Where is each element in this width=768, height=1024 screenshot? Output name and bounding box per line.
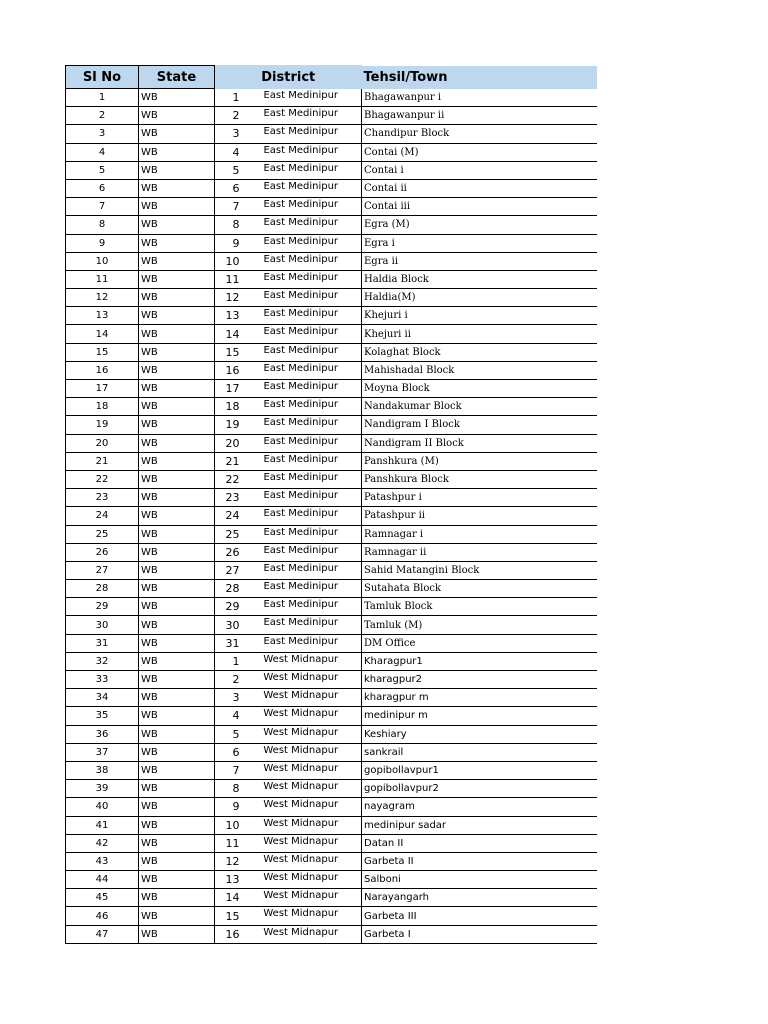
state-cell[interactable]: WB: [139, 434, 215, 452]
table-row: [66, 89, 597, 107]
district-cell[interactable]: West Midnapur: [241, 761, 362, 779]
table-row: [66, 689, 597, 707]
district-number-cell[interactable]: 12: [215, 289, 241, 307]
tehsil-town-cell[interactable]: Salboni: [362, 871, 597, 889]
state-cell[interactable]: WB: [139, 398, 215, 416]
state-cell[interactable]: WB: [139, 889, 215, 907]
table-row: [66, 361, 597, 379]
table-row: [66, 452, 597, 470]
state-cell[interactable]: WB: [139, 689, 215, 707]
district-cell[interactable]: West Midnapur: [241, 871, 362, 889]
district-cell[interactable]: East Medinipur: [241, 489, 362, 507]
table-row: [66, 489, 597, 507]
tehsil-town-cell[interactable]: Narayangarh: [362, 889, 597, 907]
district-number-cell[interactable]: 21: [215, 452, 241, 470]
sl-no-cell[interactable]: 8: [66, 216, 139, 234]
tehsil-town-cell[interactable]: Garbeta I: [362, 925, 597, 943]
district-table: [65, 65, 597, 944]
tehsil-town-cell[interactable]: Egra i: [362, 234, 597, 252]
sl-no-cell[interactable]: 32: [66, 652, 139, 670]
state-cell[interactable]: WB: [139, 489, 215, 507]
district-cell[interactable]: East Medinipur: [241, 634, 362, 652]
district-cell[interactable]: West Midnapur: [241, 834, 362, 852]
table-row: [66, 871, 597, 889]
district-number-cell[interactable]: 24: [215, 507, 241, 525]
tehsil-town-cell[interactable]: Nandakumar Block: [362, 398, 597, 416]
state-cell[interactable]: WB: [139, 216, 215, 234]
state-cell[interactable]: WB: [139, 816, 215, 834]
sl-no-cell[interactable]: 27: [66, 561, 139, 579]
district-number-cell[interactable]: 19: [215, 416, 241, 434]
sl-no-cell[interactable]: 43: [66, 852, 139, 870]
district-number-cell[interactable]: 26: [215, 543, 241, 561]
district-number-cell[interactable]: 2: [215, 107, 241, 125]
district-number-cell[interactable]: 11: [215, 834, 241, 852]
tehsil-town-cell[interactable]: Ramnagar ii: [362, 543, 597, 561]
sl-no-cell[interactable]: 21: [66, 452, 139, 470]
sl-no-cell[interactable]: 20: [66, 434, 139, 452]
sl-no-cell[interactable]: 44: [66, 871, 139, 889]
district-number-cell[interactable]: 23: [215, 489, 241, 507]
table-row: [66, 107, 597, 125]
table-row: [66, 179, 597, 197]
tehsil-town-cell[interactable]: Egra (M): [362, 216, 597, 234]
sl-no-cell[interactable]: 22: [66, 470, 139, 488]
sl-no-cell[interactable]: 37: [66, 743, 139, 761]
district-cell[interactable]: West Midnapur: [241, 743, 362, 761]
district-number-cell[interactable]: 14: [215, 889, 241, 907]
district-number-cell[interactable]: 27: [215, 561, 241, 579]
tehsil-town-cell[interactable]: Kharagpur1: [362, 652, 597, 670]
district-number-cell[interactable]: 13: [215, 307, 241, 325]
table-row: [66, 325, 597, 343]
district-cell[interactable]: East Medinipur: [241, 434, 362, 452]
table-row: [66, 143, 597, 161]
table-row: [66, 307, 597, 325]
district-number-cell[interactable]: 10: [215, 816, 241, 834]
sl-no-cell[interactable]: 12: [66, 289, 139, 307]
district-number-cell[interactable]: 10: [215, 252, 241, 270]
district-cell[interactable]: East Medinipur: [241, 452, 362, 470]
district-number-cell[interactable]: 5: [215, 725, 241, 743]
table-row: [66, 761, 597, 779]
sl-no-cell[interactable]: 40: [66, 798, 139, 816]
sl-no-cell[interactable]: 2: [66, 107, 139, 125]
tehsil-town-cell[interactable]: Egra ii: [362, 252, 597, 270]
sl-no-cell[interactable]: 46: [66, 907, 139, 925]
district-number-cell[interactable]: 4: [215, 143, 241, 161]
tehsil-town-cell[interactable]: Garbeta II: [362, 852, 597, 870]
district-cell[interactable]: West Midnapur: [241, 852, 362, 870]
sl-no-cell[interactable]: 13: [66, 307, 139, 325]
district-cell[interactable]: East Medinipur: [241, 416, 362, 434]
tehsil-town-cell[interactable]: Chandipur Block: [362, 125, 597, 143]
header-district[interactable]: District: [215, 66, 362, 89]
tehsil-town-cell[interactable]: Datan II: [362, 834, 597, 852]
state-cell[interactable]: WB: [139, 671, 215, 689]
district-number-cell[interactable]: 14: [215, 325, 241, 343]
table-row: [66, 416, 597, 434]
district-number-cell[interactable]: 30: [215, 616, 241, 634]
district-number-cell[interactable]: 12: [215, 852, 241, 870]
district-number-cell[interactable]: 2: [215, 671, 241, 689]
table-row: [66, 725, 597, 743]
district-cell[interactable]: East Medinipur: [241, 89, 362, 107]
district-cell[interactable]: West Midnapur: [241, 798, 362, 816]
header-state[interactable]: State: [139, 66, 215, 89]
tehsil-town-cell[interactable]: Patashpur i: [362, 489, 597, 507]
sl-no-cell[interactable]: 36: [66, 725, 139, 743]
sl-no-cell[interactable]: 33: [66, 671, 139, 689]
table-row: [66, 252, 597, 270]
table-row: [66, 216, 597, 234]
district-number-cell[interactable]: 13: [215, 871, 241, 889]
tehsil-town-cell[interactable]: Nandigram I Block: [362, 416, 597, 434]
table-row: [66, 671, 597, 689]
sl-no-cell[interactable]: 10: [66, 252, 139, 270]
district-cell[interactable]: East Medinipur: [241, 270, 362, 288]
table-row: [66, 289, 597, 307]
sl-no-cell[interactable]: 7: [66, 198, 139, 216]
table-row: [66, 434, 597, 452]
tehsil-town-cell[interactable]: Mahishadal Block: [362, 361, 597, 379]
sl-no-cell[interactable]: 19: [66, 416, 139, 434]
table-row: [66, 343, 597, 361]
state-cell[interactable]: WB: [139, 198, 215, 216]
sl-no-cell[interactable]: 39: [66, 780, 139, 798]
sl-no-cell[interactable]: 42: [66, 834, 139, 852]
district-cell[interactable]: East Medinipur: [241, 307, 362, 325]
sl-no-cell[interactable]: 23: [66, 489, 139, 507]
district-number-cell[interactable]: 3: [215, 125, 241, 143]
tehsil-town-cell[interactable]: Garbeta III: [362, 907, 597, 925]
district-number-cell[interactable]: 1: [215, 652, 241, 670]
state-cell[interactable]: WB: [139, 761, 215, 779]
district-cell[interactable]: East Medinipur: [241, 616, 362, 634]
table-row: [66, 270, 597, 288]
state-cell[interactable]: WB: [139, 543, 215, 561]
district-cell[interactable]: East Medinipur: [241, 398, 362, 416]
district-number-cell[interactable]: 8: [215, 780, 241, 798]
table-row: [66, 561, 597, 579]
tehsil-town-cell[interactable]: Moyna Block: [362, 380, 597, 398]
state-cell[interactable]: WB: [139, 616, 215, 634]
tehsil-town-cell[interactable]: Contai i: [362, 161, 597, 179]
tehsil-town-cell[interactable]: kharagpur2: [362, 671, 597, 689]
state-cell[interactable]: WB: [139, 725, 215, 743]
sl-no-cell[interactable]: 34: [66, 689, 139, 707]
state-cell[interactable]: WB: [139, 325, 215, 343]
header-sl-no[interactable]: Sl No: [66, 66, 139, 89]
district-number-cell[interactable]: 16: [215, 925, 241, 943]
state-cell[interactable]: WB: [139, 834, 215, 852]
table-row: [66, 598, 597, 616]
table-row: [66, 234, 597, 252]
state-cell[interactable]: WB: [139, 798, 215, 816]
district-cell[interactable]: West Midnapur: [241, 907, 362, 925]
district-number-cell[interactable]: 6: [215, 743, 241, 761]
table-row: [66, 398, 597, 416]
tehsil-town-cell[interactable]: Khejuri i: [362, 307, 597, 325]
district-number-cell[interactable]: 1: [215, 89, 241, 107]
table-row: [66, 616, 597, 634]
tehsil-town-cell[interactable]: Nandigram II Block: [362, 434, 597, 452]
state-cell[interactable]: WB: [139, 652, 215, 670]
sl-no-cell[interactable]: 24: [66, 507, 139, 525]
tehsil-town-cell[interactable]: nayagram: [362, 798, 597, 816]
district-cell[interactable]: East Medinipur: [241, 361, 362, 379]
district-number-cell[interactable]: 8: [215, 216, 241, 234]
tehsil-town-cell[interactable]: Contai iii: [362, 198, 597, 216]
table-row: [66, 161, 597, 179]
table-row: [66, 780, 597, 798]
sl-no-cell[interactable]: 6: [66, 179, 139, 197]
district-number-cell[interactable]: 9: [215, 798, 241, 816]
tehsil-town-cell[interactable]: Haldia(M): [362, 289, 597, 307]
sl-no-cell[interactable]: 16: [66, 361, 139, 379]
state-cell[interactable]: WB: [139, 416, 215, 434]
tehsil-town-cell[interactable]: gopibollavpur2: [362, 780, 597, 798]
district-number-cell[interactable]: 29: [215, 598, 241, 616]
table-row: [66, 925, 597, 943]
table-row: [66, 907, 597, 925]
sl-no-cell[interactable]: 26: [66, 543, 139, 561]
tehsil-town-cell[interactable]: Tamluk (M): [362, 616, 597, 634]
district-number-cell[interactable]: 17: [215, 380, 241, 398]
sl-no-cell[interactable]: 45: [66, 889, 139, 907]
sl-no-cell[interactable]: 30: [66, 616, 139, 634]
table-row: [66, 889, 597, 907]
district-cell[interactable]: East Medinipur: [241, 561, 362, 579]
tehsil-town-cell[interactable]: Bhagawanpur ii: [362, 107, 597, 125]
district-cell[interactable]: East Medinipur: [241, 107, 362, 125]
state-cell[interactable]: WB: [139, 871, 215, 889]
table-row: [66, 125, 597, 143]
district-number-cell[interactable]: 11: [215, 270, 241, 288]
state-cell[interactable]: WB: [139, 907, 215, 925]
table-row: [66, 634, 597, 652]
state-cell[interactable]: WB: [139, 925, 215, 943]
sl-no-cell[interactable]: 25: [66, 525, 139, 543]
table-row: [66, 198, 597, 216]
state-cell[interactable]: WB: [139, 634, 215, 652]
sl-no-cell[interactable]: 17: [66, 380, 139, 398]
tehsil-town-cell[interactable]: Bhagawanpur i: [362, 89, 597, 107]
sl-no-cell[interactable]: 31: [66, 634, 139, 652]
tehsil-town-cell[interactable]: Haldia Block: [362, 270, 597, 288]
sl-no-cell[interactable]: 47: [66, 925, 139, 943]
district-cell[interactable]: West Midnapur: [241, 671, 362, 689]
sl-no-cell[interactable]: 18: [66, 398, 139, 416]
header-row: [66, 66, 597, 89]
district-cell[interactable]: West Midnapur: [241, 725, 362, 743]
district-cell[interactable]: East Medinipur: [241, 216, 362, 234]
state-cell[interactable]: WB: [139, 380, 215, 398]
state-cell[interactable]: WB: [139, 107, 215, 125]
district-cell[interactable]: East Medinipur: [241, 470, 362, 488]
state-cell[interactable]: WB: [139, 143, 215, 161]
state-cell[interactable]: WB: [139, 343, 215, 361]
tehsil-town-cell[interactable]: Khejuri ii: [362, 325, 597, 343]
table-row: [66, 707, 597, 725]
district-cell[interactable]: East Medinipur: [241, 143, 362, 161]
table-row: [66, 834, 597, 852]
district-number-cell[interactable]: 16: [215, 361, 241, 379]
tehsil-town-cell[interactable]: Kolaghat Block: [362, 343, 597, 361]
state-cell[interactable]: WB: [139, 707, 215, 725]
state-cell[interactable]: WB: [139, 743, 215, 761]
table-row: [66, 852, 597, 870]
state-cell[interactable]: WB: [139, 307, 215, 325]
table-row: [66, 652, 597, 670]
tehsil-town-cell[interactable]: kharagpur m: [362, 689, 597, 707]
district-cell[interactable]: East Medinipur: [241, 543, 362, 561]
state-cell[interactable]: WB: [139, 470, 215, 488]
table-row: [66, 743, 597, 761]
district-number-cell[interactable]: 15: [215, 343, 241, 361]
table-body: [66, 89, 597, 944]
district-cell[interactable]: East Medinipur: [241, 252, 362, 270]
district-number-cell[interactable]: 31: [215, 634, 241, 652]
state-cell[interactable]: WB: [139, 179, 215, 197]
state-cell[interactable]: WB: [139, 289, 215, 307]
table-row: [66, 580, 597, 598]
table-row: [66, 507, 597, 525]
district-cell[interactable]: West Midnapur: [241, 707, 362, 725]
state-cell[interactable]: WB: [139, 252, 215, 270]
tehsil-town-cell[interactable]: Sahid Matangini Block: [362, 561, 597, 579]
state-cell[interactable]: WB: [139, 780, 215, 798]
district-number-cell[interactable]: 28: [215, 580, 241, 598]
tehsil-town-cell[interactable]: medinipur sadar: [362, 816, 597, 834]
tehsil-town-cell[interactable]: Sutahata Block: [362, 580, 597, 598]
district-number-cell[interactable]: 20: [215, 434, 241, 452]
state-cell[interactable]: WB: [139, 452, 215, 470]
sl-no-cell[interactable]: 4: [66, 143, 139, 161]
state-cell[interactable]: WB: [139, 125, 215, 143]
district-cell[interactable]: East Medinipur: [241, 198, 362, 216]
district-cell[interactable]: East Medinipur: [241, 234, 362, 252]
district-cell[interactable]: East Medinipur: [241, 125, 362, 143]
state-cell[interactable]: WB: [139, 507, 215, 525]
sl-no-cell[interactable]: 38: [66, 761, 139, 779]
state-cell[interactable]: WB: [139, 852, 215, 870]
district-cell[interactable]: East Medinipur: [241, 598, 362, 616]
district-number-cell[interactable]: 7: [215, 198, 241, 216]
district-number-cell[interactable]: 15: [215, 907, 241, 925]
table-row: [66, 470, 597, 488]
tehsil-town-cell[interactable]: Panshkura (M): [362, 452, 597, 470]
sl-no-cell[interactable]: 9: [66, 234, 139, 252]
state-cell[interactable]: WB: [139, 525, 215, 543]
tehsil-town-cell[interactable]: gopibollavpur1: [362, 761, 597, 779]
sl-no-cell[interactable]: 11: [66, 270, 139, 288]
state-cell[interactable]: WB: [139, 161, 215, 179]
sl-no-cell[interactable]: 15: [66, 343, 139, 361]
tehsil-town-cell[interactable]: Panshkura Block: [362, 470, 597, 488]
table-row: [66, 525, 597, 543]
sl-no-cell[interactable]: 29: [66, 598, 139, 616]
header-tehsil-town[interactable]: Tehsil/Town: [362, 66, 597, 89]
tehsil-town-cell[interactable]: medinipur m: [362, 707, 597, 725]
district-number-cell[interactable]: 4: [215, 707, 241, 725]
district-cell[interactable]: East Medinipur: [241, 525, 362, 543]
tehsil-town-cell[interactable]: Tamluk Block: [362, 598, 597, 616]
district-cell[interactable]: East Medinipur: [241, 325, 362, 343]
table-row: [66, 798, 597, 816]
district-number-cell[interactable]: 6: [215, 179, 241, 197]
district-number-cell[interactable]: 9: [215, 234, 241, 252]
sl-no-cell[interactable]: 41: [66, 816, 139, 834]
district-cell[interactable]: West Midnapur: [241, 889, 362, 907]
state-cell[interactable]: WB: [139, 561, 215, 579]
sl-no-cell[interactable]: 3: [66, 125, 139, 143]
state-cell[interactable]: WB: [139, 598, 215, 616]
district-cell[interactable]: East Medinipur: [241, 179, 362, 197]
state-cell[interactable]: WB: [139, 234, 215, 252]
sl-no-cell[interactable]: 35: [66, 707, 139, 725]
district-number-cell[interactable]: 3: [215, 689, 241, 707]
district-number-cell[interactable]: 7: [215, 761, 241, 779]
sl-no-cell[interactable]: 5: [66, 161, 139, 179]
district-number-cell[interactable]: 18: [215, 398, 241, 416]
district-cell[interactable]: West Midnapur: [241, 816, 362, 834]
tehsil-town-cell[interactable]: Ramnagar i: [362, 525, 597, 543]
district-cell[interactable]: East Medinipur: [241, 343, 362, 361]
spreadsheet-sheet: [65, 65, 596, 944]
sl-no-cell[interactable]: 14: [66, 325, 139, 343]
sl-no-cell[interactable]: 28: [66, 580, 139, 598]
tehsil-town-cell[interactable]: Contai (M): [362, 143, 597, 161]
tehsil-town-cell[interactable]: Contai ii: [362, 179, 597, 197]
district-cell[interactable]: East Medinipur: [241, 580, 362, 598]
table-row: [66, 543, 597, 561]
district-cell[interactable]: East Medinipur: [241, 161, 362, 179]
table-row: [66, 380, 597, 398]
state-cell[interactable]: WB: [139, 270, 215, 288]
tehsil-town-cell[interactable]: sankrail: [362, 743, 597, 761]
district-cell[interactable]: East Medinipur: [241, 380, 362, 398]
table-row: [66, 816, 597, 834]
sl-no-cell[interactable]: 1: [66, 89, 139, 107]
state-cell[interactable]: WB: [139, 89, 215, 107]
district-cell[interactable]: West Midnapur: [241, 780, 362, 798]
district-cell[interactable]: West Midnapur: [241, 689, 362, 707]
district-number-cell[interactable]: 25: [215, 525, 241, 543]
district-number-cell[interactable]: 5: [215, 161, 241, 179]
district-number-cell[interactable]: 22: [215, 470, 241, 488]
district-cell[interactable]: West Midnapur: [241, 925, 362, 943]
tehsil-town-cell[interactable]: Keshiary: [362, 725, 597, 743]
state-cell[interactable]: WB: [139, 361, 215, 379]
district-cell[interactable]: West Midnapur: [241, 652, 362, 670]
state-cell[interactable]: WB: [139, 580, 215, 598]
tehsil-town-cell[interactable]: DM Office: [362, 634, 597, 652]
tehsil-town-cell[interactable]: Patashpur ii: [362, 507, 597, 525]
district-cell[interactable]: East Medinipur: [241, 507, 362, 525]
district-cell[interactable]: East Medinipur: [241, 289, 362, 307]
